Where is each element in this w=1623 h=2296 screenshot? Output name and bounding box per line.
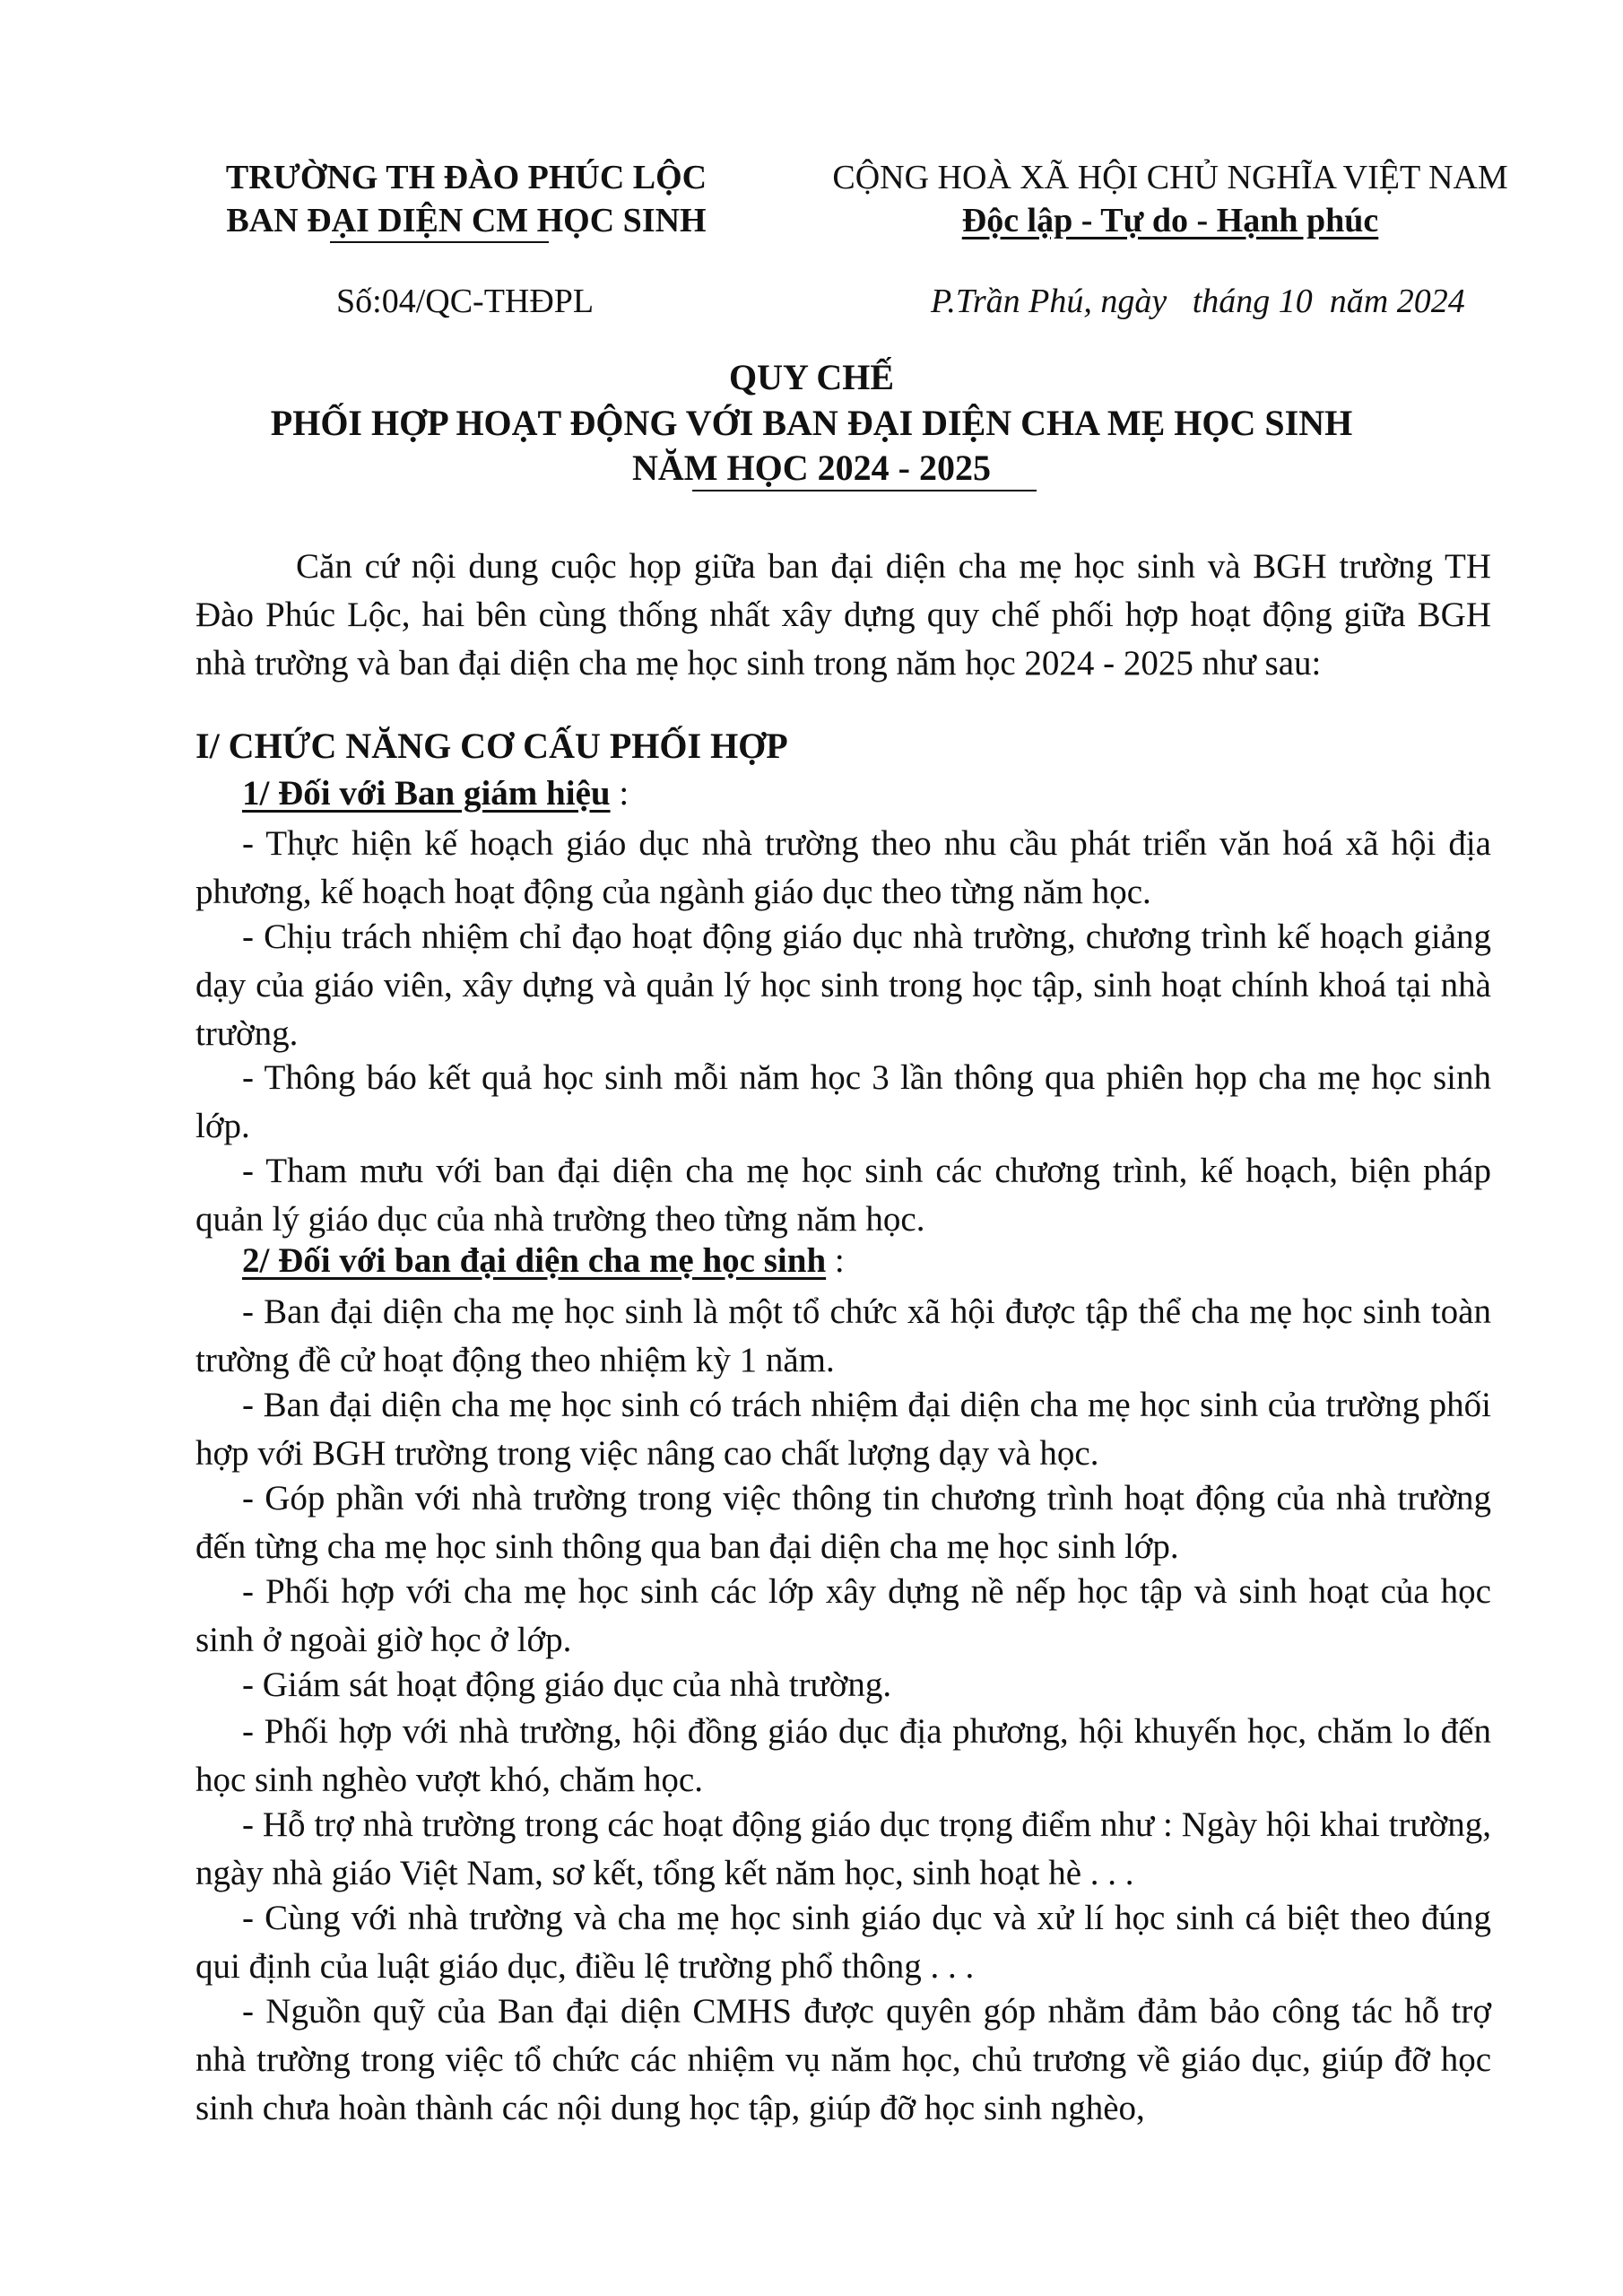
sub2-item-3: - Góp phần với nhà trường trong việc thông tin chương trình hoạt động của nhà trường đến từng cha mẹ học sinh thông qua ban đại diện cha mẹ học sinh lớp. <box>195 1479 1491 1566</box>
sub2-item-8: - Cùng với nhà trường và cha mẹ học sinh giáo dục và xử lí học sinh cá biệt theo đúng qui định của luật giáo dục, điều lệ trường phổ thông . . . <box>195 1899 1491 1986</box>
sub2-item-9: - Nguồn quỹ của Ban đại diện CMHS được quyên góp nhằm đảm bảo công tác hỗ trợ nhà trường trong việc tổ chức các nhiệm vụ năm học, chủ trương về giáo dục, giúp đỡ học sinh chưa hoàn thành các nội dung học tập, giúp đỡ học sinh nghèo, <box>195 1992 1491 2127</box>
sub2-item-5: - Giám sát hoạt động giáo dục của nhà trường. <box>242 1665 892 1704</box>
sub2-suffix: : <box>826 1241 845 1280</box>
board-name-underline <box>330 241 549 243</box>
school-name: TRƯỜNG TH ĐÀO PHÚC LỘC <box>225 159 707 196</box>
sub2-item-6: - Phối hợp với nhà trường, hội đồng giáo dục địa phương, hội khuyến học, chăm lo đến học sinh nghèo vượt khó, chăm học. <box>195 1712 1491 1799</box>
title-line1: QUY CHẾ <box>728 357 895 397</box>
title-underline <box>692 490 1037 491</box>
sub2-item-4: - Phối hợp với cha mẹ học sinh các lớp xây dựng nề nếp học tập và sinh hoạt của học sinh ở ngoài giờ học ở lớp. <box>195 1572 1491 1659</box>
republic-name: CỘNG HOÀ XÃ HỘI CHỦ NGHĨA VIỆT NAM <box>832 159 1508 196</box>
sub2-item-7: - Hỗ trợ nhà trường trong các hoạt động giáo dục trọng điểm như : Ngày hội khai trường, ngày nhà giáo Việt Nam, sơ kết, tổng kết năm học, sinh hoạt hè . . . <box>195 1805 1491 1892</box>
sub1-item-4: - Tham mưu với ban đại diện cha mẹ học sinh các chương trình, kế hoạch, biện pháp quản lý giáo dục của nhà trường theo từng năm học. <box>195 1152 1491 1239</box>
sub1-suffix: : <box>610 774 629 813</box>
place-date: P.Trần Phú, ngày tháng 10 năm 2024 <box>931 283 1465 320</box>
sub1-label: 1/ Đối với Ban giám hiệu <box>242 774 611 813</box>
sub2-item-1: - Ban đại diện cha mẹ học sinh là một tổ chức xã hội được tập thể cha mẹ học sinh toàn trường đề cử hoạt động theo nhiệm kỳ 1 năm. <box>195 1292 1491 1379</box>
sub1-item-2: - Chịu trách nhiệm chỉ đạo hoạt động giáo dục nhà trường, chương trình kế hoạch giảng dạy của giáo viên, xây dựng và quản lý học sinh trong học tập, sinh hoạt chính khoá tại nhà trường. <box>195 918 1491 1053</box>
title-line2: PHỐI HỢP HOẠT ĐỘNG VỚI BAN ĐẠI DIỆN CHA MẸ HỌC SINH <box>270 403 1353 443</box>
sub2-heading <box>242 1240 845 1281</box>
title-line3: NĂM HỌC 2024 - 2025 <box>632 448 991 488</box>
national-motto: Độc lập - Tự do - Hạnh phúc <box>961 202 1379 239</box>
section-1-heading: I/ CHỨC NĂNG CƠ CẤU PHỐI HỢP <box>195 726 788 766</box>
intro-paragraph: Căn cứ nội dung cuộc họp giữa ban đại diện cha mẹ học sinh và BGH trường TH Đào Phúc Lộc, hai bên cùng thống nhất xây dựng quy chế phối hợp hoạt động giữa BGH nhà trường và ban đại diện cha mẹ học sinh trong năm học 2024 - 2025 như sau: <box>195 547 1491 683</box>
sub2-label: 2/ Đối với ban đại diện cha mẹ học sinh <box>242 1241 827 1280</box>
sub1-item-3: - Thông báo kết quả học sinh mỗi năm học 3 lần thông qua phiên họp cha mẹ học sinh lớp. <box>195 1058 1491 1145</box>
sub1-item-1: - Thực hiện kế hoạch giáo dục nhà trường theo nhu cầu phát triển văn hoá xã hội địa phương, kế hoạch hoạt động của ngành giáo dục theo từng năm học. <box>195 824 1491 911</box>
sub2-item-2: - Ban đại diện cha mẹ học sinh có trách nhiệm đại diện cha mẹ học sinh của trường phối hợp với BGH trường trong việc nâng cao chất lượng dạy và học. <box>195 1386 1491 1473</box>
document-number: Số:04/QC-THĐPL <box>336 283 595 320</box>
sub1-heading <box>242 773 629 813</box>
board-name: BAN ĐẠI DIỆN CM HỌC SINH <box>226 202 707 239</box>
